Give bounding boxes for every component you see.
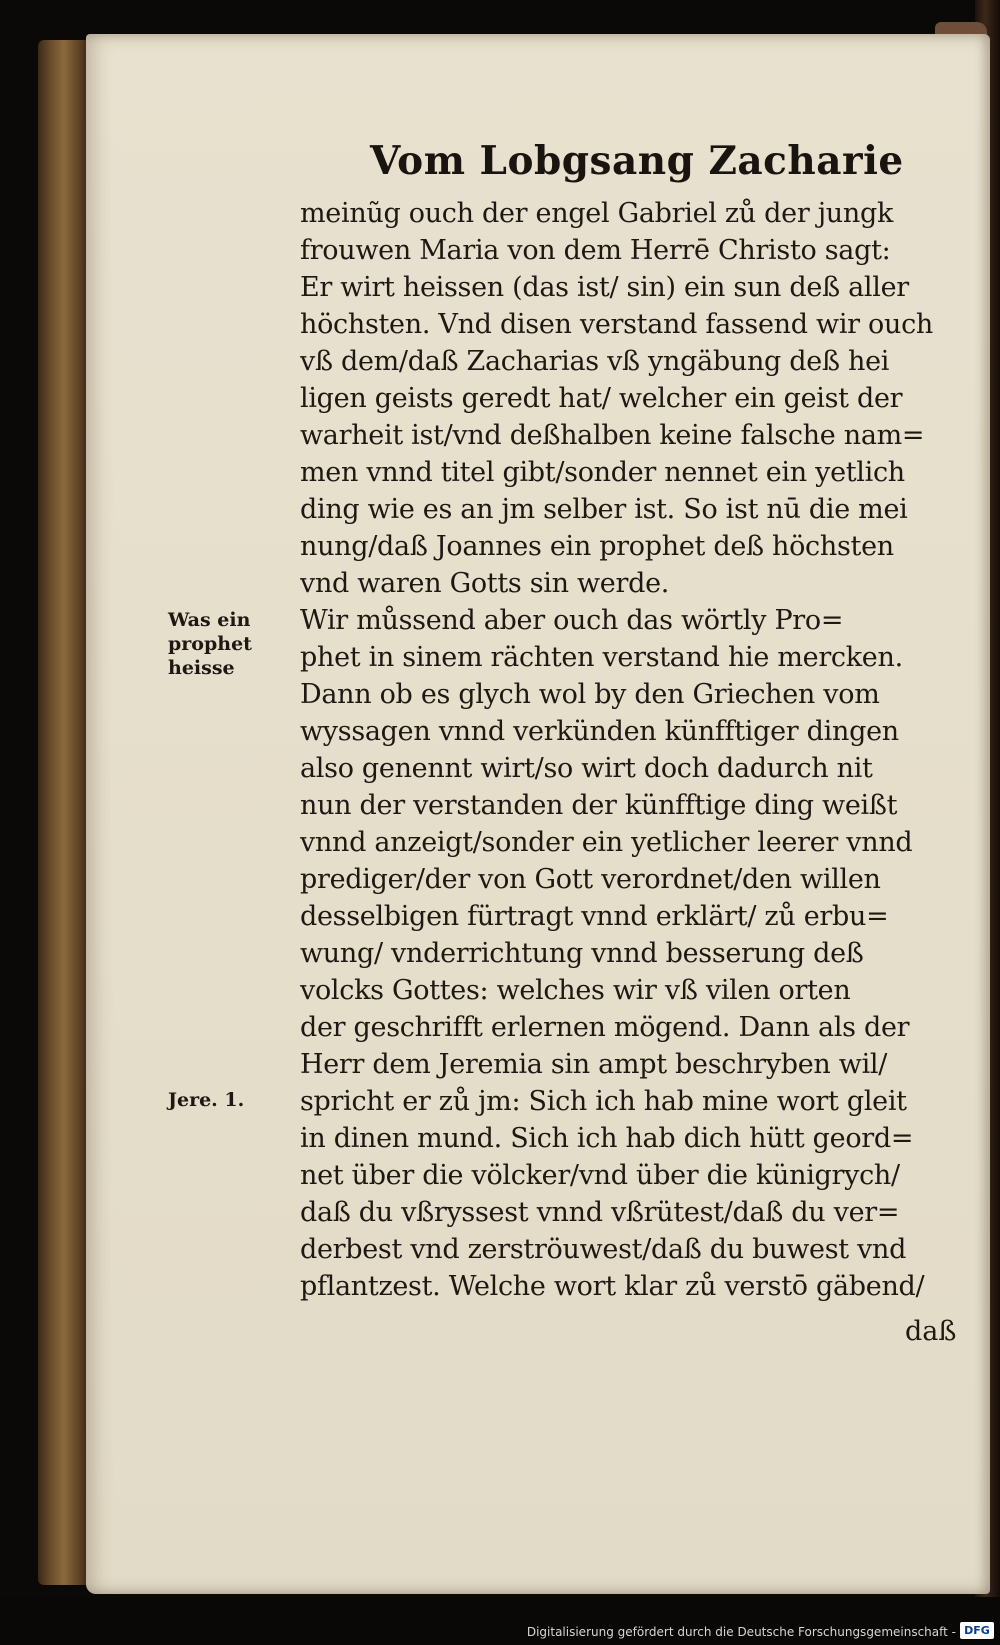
text-line: phet in sinem rächten verstand hie mercken. (300, 642, 903, 673)
text-line: vß dem/daß Zacharias vß yngäbung deß hei (300, 346, 890, 377)
text-line: vnd waren Gotts sin werde. (300, 568, 670, 599)
book-fore-edge (38, 40, 90, 1585)
text-line: wyssagen vnnd verkünden künfftiger dingen (300, 716, 899, 747)
text-line: daß du vßryssest vnnd vßrütest/daß du ver= (300, 1197, 900, 1228)
page-heading: Vom Lobgsang Zacharie (370, 138, 904, 184)
margin-note-jeremiah: Jere. 1. (168, 1089, 245, 1111)
catchword: daß (905, 1316, 957, 1347)
margin-note-prophet: Was ein prophet heisse (168, 609, 252, 679)
text-line: men vnnd titel gibt/sonder nennet ein yetlich (300, 457, 905, 488)
text-line: spricht er zů jm: Sich ich hab mine wort gleit (300, 1086, 907, 1117)
text-line: derbest vnd zerströuwest/daß du buwest vnd (300, 1234, 907, 1265)
text-line: ding wie es an jm selber ist. So ist nū die mei (300, 494, 908, 525)
text-line: Wir můssend aber ouch das wörtly Pro= (300, 605, 844, 636)
text-line: frouwen Maria von dem Herrē Christo sagt: (300, 235, 891, 266)
text-line: Herr dem Jeremia sin ampt beschryben wil/ (300, 1049, 888, 1080)
text-line: nung/daß Joannes ein prophet deß höchsten (300, 531, 894, 562)
text-line: Er wirt heissen (das ist/ sin) ein sun deß aller (300, 272, 909, 303)
funding-credit: Digitalisierung gefördert durch die Deutsche Forschungsgemeinschaft - (526, 1625, 956, 1639)
text-line: vnnd anzeigt/sonder ein yetlicher leerer vnnd (300, 827, 913, 858)
text-line: volcks Gottes: welches wir vß vilen orten (300, 975, 851, 1006)
text-line: in dinen mund. Sich ich hab dich hütt geord= (300, 1123, 914, 1154)
text-line: prediger/der von Gott verordnet/den willen (300, 864, 881, 895)
body-text (300, 195, 980, 1305)
text-line: warheit ist/vnd deßhalben keine falsche nam= (300, 420, 925, 451)
text-line: der geschrifft erlernen mögend. Dann als der (300, 1012, 910, 1043)
text-line: höchsten. Vnd disen verstand fassend wir ouch (300, 309, 933, 340)
text-line: Dann ob es glych wol by den Griechen vom (300, 679, 880, 710)
text-line: nun der verstanden der künfftige ding weißt (300, 790, 898, 821)
text-line: net über die völcker/vnd über die künigrych/ (300, 1160, 900, 1191)
text-line: wung/ vnderrichtung vnnd besserung deß (300, 938, 864, 969)
dfg-logo: DFG (960, 1622, 994, 1639)
text-line: meinũg ouch der engel Gabriel zů der jungk (300, 198, 894, 229)
text-line: pflantzest. Welche wort klar zů verstō gäbend/ (300, 1271, 925, 1302)
text-line: desselbigen fürtragt vnnd erklärt/ zů erbu= (300, 901, 889, 932)
text-line: also genennt wirt/so wirt doch dadurch nit (300, 753, 873, 784)
text-line: ligen geists geredt hat/ welcher ein geist der (300, 383, 903, 414)
